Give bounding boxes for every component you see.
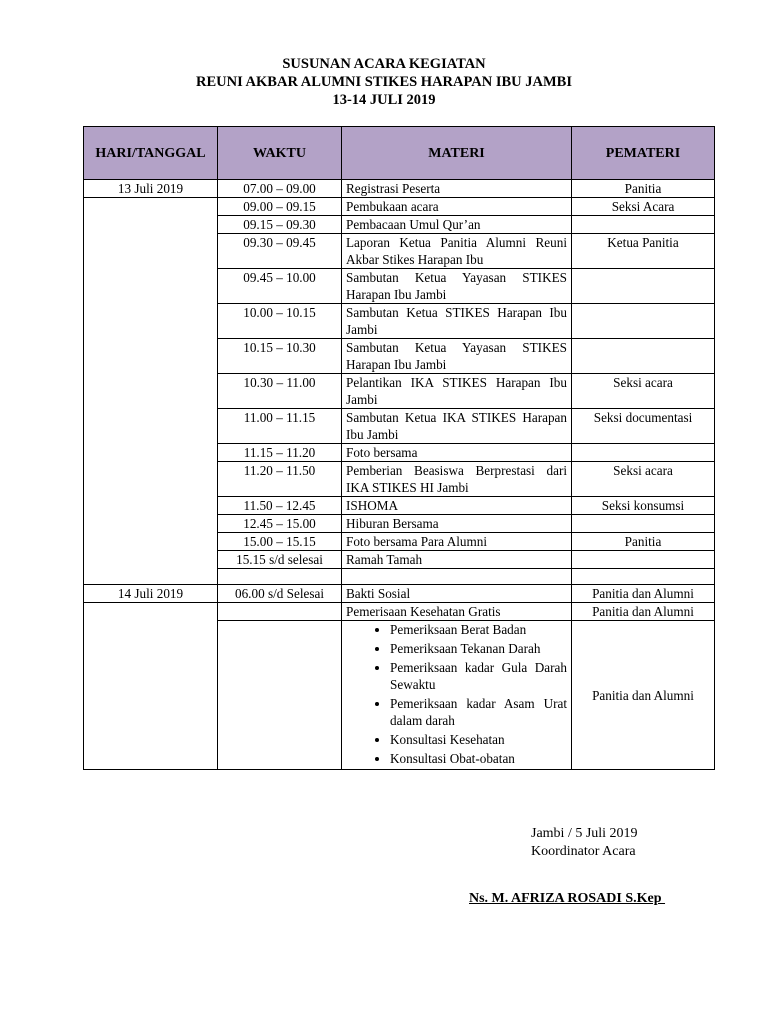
title-line-3: 13-14 JULI 2019	[332, 92, 436, 108]
row-time: 09.30 – 09.45	[218, 234, 342, 269]
row-materi: Pembukaan acara	[342, 198, 572, 216]
checkup-list-cell	[342, 621, 572, 770]
empty-cell	[572, 569, 715, 585]
row-time: 10.15 – 10.30	[218, 339, 342, 374]
signature-role: Koordinator Acara	[531, 844, 636, 859]
list-item: • Konsultasi Kesehatan	[390, 731, 567, 748]
row-materi: Foto bersama	[342, 444, 572, 462]
day1-date: 13 Juli 2019	[84, 180, 218, 198]
row-materi: Sambutan Ketua Yayasan STIKES Harapan Ibu Jambi	[342, 269, 572, 304]
signature-name: Ns. M. AFRIZA ROSADI S.Kep	[469, 891, 666, 906]
header-materi: MATERI	[342, 127, 572, 180]
row-time: 09.00 – 09.15	[218, 198, 342, 216]
table-row	[84, 180, 715, 198]
row-materi: Pelantikan IKA STIKES Harapan Ibu Jambi	[342, 374, 572, 409]
row-materi: Registrasi Peserta	[342, 180, 572, 198]
empty-cell	[218, 621, 342, 770]
row-time: 11.20 – 11.50	[218, 462, 342, 497]
row-materi: Hiburan Bersama	[342, 515, 572, 533]
row-time: 12.45 – 15.00	[218, 515, 342, 533]
row-pemateri: Ketua Panitia	[572, 234, 715, 269]
row-time: 10.00 – 10.15	[218, 304, 342, 339]
header-hari-tanggal: HARI/TANGGAL	[84, 127, 218, 180]
table-header-row	[84, 127, 715, 180]
row-pemateri	[572, 339, 715, 374]
day2-date-span	[84, 603, 218, 770]
row-time: 07.00 – 09.00	[218, 180, 342, 198]
table-row	[84, 603, 715, 621]
row-pemateri: Seksi konsumsi	[572, 497, 715, 515]
row-pemateri: Panitia	[572, 180, 715, 198]
row-pemateri	[572, 444, 715, 462]
row-time: 15.00 – 15.15	[218, 533, 342, 551]
document-title	[0, 55, 768, 109]
empty-cell	[342, 569, 572, 585]
row-pemateri: Seksi acara	[572, 374, 715, 409]
row-materi: Pemberian Beasiswa Berprestasi dari IKA STIKES HI Jambi	[342, 462, 572, 497]
day2-date: 14 Juli 2019	[84, 585, 218, 603]
day1-date-span	[84, 198, 218, 585]
row-pemateri: Panitia dan Alumni	[572, 603, 715, 621]
row-pemateri: Seksi documentasi	[572, 409, 715, 444]
row-materi: Sambutan Ketua Yayasan STIKES Harapan Ibu Jambi	[342, 339, 572, 374]
row-pemateri: Seksi acara	[572, 462, 715, 497]
row-pemateri: Seksi Acara	[572, 198, 715, 216]
table-row	[84, 585, 715, 603]
schedule-table	[83, 126, 715, 770]
signature-place-date: Jambi / 5 Juli 2019	[531, 826, 638, 841]
row-materi: Bakti Sosial	[342, 585, 572, 603]
checkup-list	[346, 621, 567, 767]
row-time: 11.50 – 12.45	[218, 497, 342, 515]
row-time: 11.15 – 11.20	[218, 444, 342, 462]
title-line-2: REUNI AKBAR ALUMNI STIKES HARAPAN IBU JAMBI	[196, 74, 572, 90]
row-time	[218, 603, 342, 621]
row-time: 10.30 – 11.00	[218, 374, 342, 409]
row-materi: Sambutan Ketua IKA STIKES Harapan Ibu Jambi	[342, 409, 572, 444]
row-time: 15.15 s/d selesai	[218, 551, 342, 569]
header-waktu: WAKTU	[218, 127, 342, 180]
row-pemateri	[572, 304, 715, 339]
title-line-1: SUSUNAN ACARA KEGIATAN	[282, 56, 486, 72]
row-materi: Ramah Tamah	[342, 551, 572, 569]
row-materi: Laporan Ketua Panitia Alumni Reuni Akbar Stikes Harapan Ibu	[342, 234, 572, 269]
row-materi: ISHOMA	[342, 497, 572, 515]
row-pemateri	[572, 269, 715, 304]
list-item: • Pemeriksaan kadar Asam Urat dalam darah	[390, 695, 567, 729]
list-item: • Pemeriksaan Tekanan Darah	[390, 640, 567, 657]
row-pemateri	[572, 551, 715, 569]
row-materi: Foto bersama Para Alumni	[342, 533, 572, 551]
row-pemateri	[572, 216, 715, 234]
empty-cell	[218, 569, 342, 585]
row-time: 06.00 s/d Selesai	[218, 585, 342, 603]
row-pemateri: Panitia dan Alumni	[572, 585, 715, 603]
header-pemateri: PEMATERI	[572, 127, 715, 180]
table-row	[84, 198, 715, 216]
signature-block	[531, 825, 638, 861]
row-materi: Pembacaan Umul Qur’an	[342, 216, 572, 234]
list-item: • Pemeriksaan kadar Gula Darah Sewaktu	[390, 659, 567, 693]
row-time: 09.15 – 09.30	[218, 216, 342, 234]
list-item: • Pemeriksaan Berat Badan	[390, 621, 567, 638]
row-time: 11.00 – 11.15	[218, 409, 342, 444]
list-item: • Konsultasi Obat-obatan	[390, 750, 567, 767]
row-materi: Pemerisaan Kesehatan Gratis	[342, 603, 572, 621]
row-pemateri: Panitia	[572, 533, 715, 551]
row-pemateri	[572, 515, 715, 533]
row-pemateri: Panitia dan Alumni	[572, 621, 715, 770]
row-materi: Sambutan Ketua STIKES Harapan Ibu Jambi	[342, 304, 572, 339]
row-time: 09.45 – 10.00	[218, 269, 342, 304]
